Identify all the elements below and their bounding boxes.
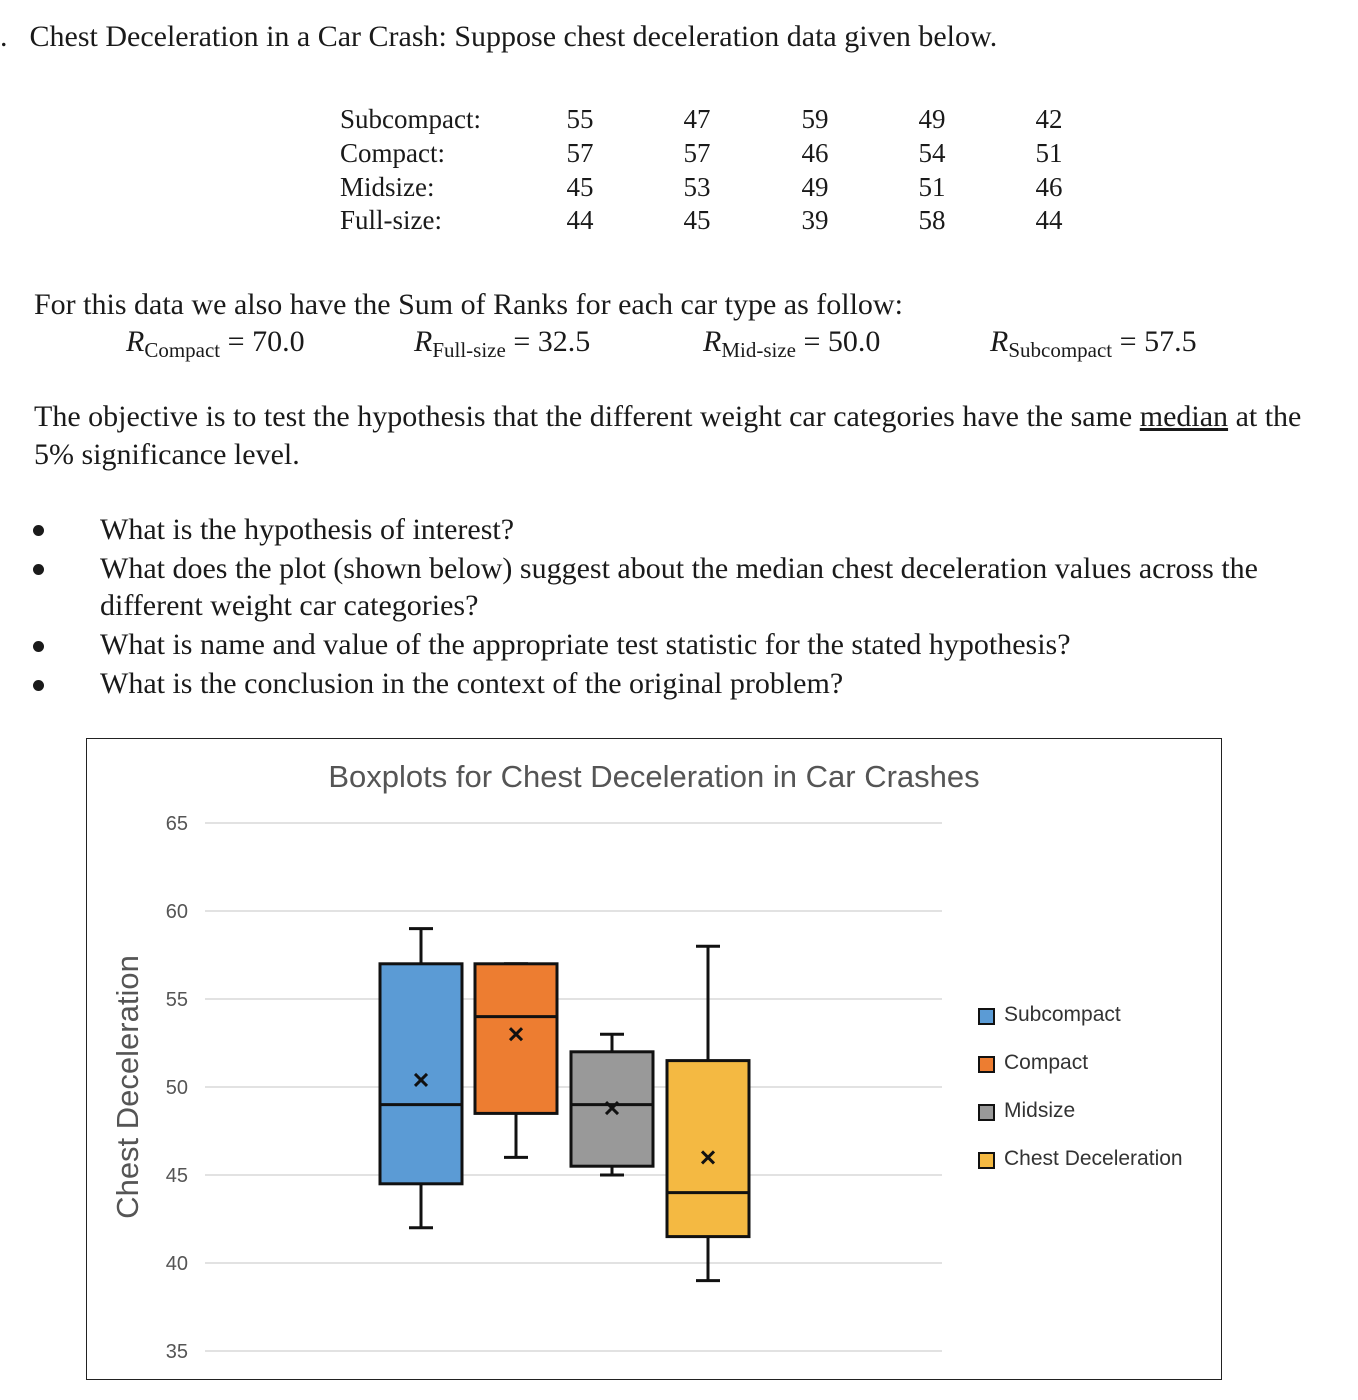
y-tick-label: 60 [165, 901, 188, 923]
legend-swatch [978, 1008, 995, 1025]
table-row-label: Midsize: [340, 172, 435, 202]
box-compact [475, 964, 557, 1158]
y-tick-label: 40 [165, 1253, 188, 1275]
box-subcompact [380, 929, 462, 1228]
table-cell: 58 [918, 205, 946, 235]
iqr-box [475, 964, 557, 1114]
table-cell: 46 [801, 138, 829, 168]
table-cell: 51 [1035, 138, 1063, 168]
chart-title: Boxplots for Chest Deceleration in Car Crashes [328, 759, 980, 794]
legend-swatch [978, 1152, 995, 1169]
table-cell: 55 [566, 104, 594, 134]
legend-swatch [978, 1104, 995, 1121]
rank-subcompact: $R_{Subcompact} = 57.5$ [990, 325, 1197, 362]
legend-item-chest-deceleration: Chest Deceleration [978, 1147, 1183, 1171]
problem-title: . Chest Deceleration in a Car Crash: Suppose chest deceleration data given below. [0, 20, 998, 53]
legend-item-subcompact: Subcompact [978, 1003, 1121, 1027]
box-midsize [571, 1034, 653, 1175]
table-cell: 39 [801, 205, 829, 235]
table-cell: 59 [801, 104, 829, 134]
question-item: What is the conclusion in the context of the original problem? [100, 667, 844, 700]
table-cell: 51 [918, 172, 946, 202]
table-cell: 45 [683, 205, 711, 235]
table-cell: 53 [683, 172, 711, 202]
table-row-label: Full-size: [340, 205, 442, 235]
legend-item-midsize: Midsize [978, 1099, 1075, 1123]
question-item: What is the hypothesis of interest? [100, 513, 515, 546]
table-row-label: Subcompact: [340, 104, 481, 134]
rank-mid-size: $R_{Mid-size} = 50.0$ [703, 325, 881, 362]
table-cell: 42 [1035, 104, 1063, 134]
y-tick-label: 45 [165, 1165, 188, 1187]
table-cell: 57 [566, 138, 594, 168]
table-cell: 44 [566, 205, 594, 235]
iqr-box [667, 1061, 749, 1237]
table-cell: 49 [918, 104, 946, 134]
y-tick-label: 50 [165, 1077, 188, 1099]
question-item: What is name and value of the appropriate test statistic for the stated hypothesis? [100, 628, 1071, 661]
problem-title-text: Chest Deceleration in a Car Crash: Suppose chest deceleration data given below. [29, 20, 998, 53]
table-cell: 44 [1035, 205, 1063, 235]
question-item: What does the plot (shown below) suggest about the median chest deceleration values across the different weight car categories? [100, 552, 1258, 622]
y-tick-label: 65 [165, 813, 188, 835]
box-chest-deceleration [667, 946, 749, 1280]
table-cell: 49 [801, 172, 829, 202]
rank-full-size: $R_{Full-size} = 32.5$ [414, 325, 591, 362]
legend-swatch [978, 1056, 995, 1073]
table-cell: 47 [683, 104, 711, 134]
table-row-label: Compact: [340, 138, 445, 168]
legend-item-compact: Compact [978, 1051, 1088, 1075]
y-tick-label: 55 [165, 989, 188, 1011]
table-cell: 45 [566, 172, 594, 202]
iqr-box [380, 964, 462, 1184]
median-underlined: median [1139, 400, 1229, 433]
objective-paragraph: The objective is to test the hypothesis that the different weight car categories have the same median at the 5% significance level. [34, 400, 1302, 471]
y-tick-label: 35 [165, 1341, 188, 1363]
table-cell: 46 [1035, 172, 1063, 202]
table-cell: 54 [918, 138, 946, 168]
y-axis-label: Chest Deceleration [110, 955, 145, 1219]
rank-compact: $R_{Compact} = 70.0$ [126, 325, 305, 362]
ranks-intro: For this data we also have the Sum of Ranks for each car type as follow: [34, 288, 903, 321]
table-cell: 57 [683, 138, 711, 168]
